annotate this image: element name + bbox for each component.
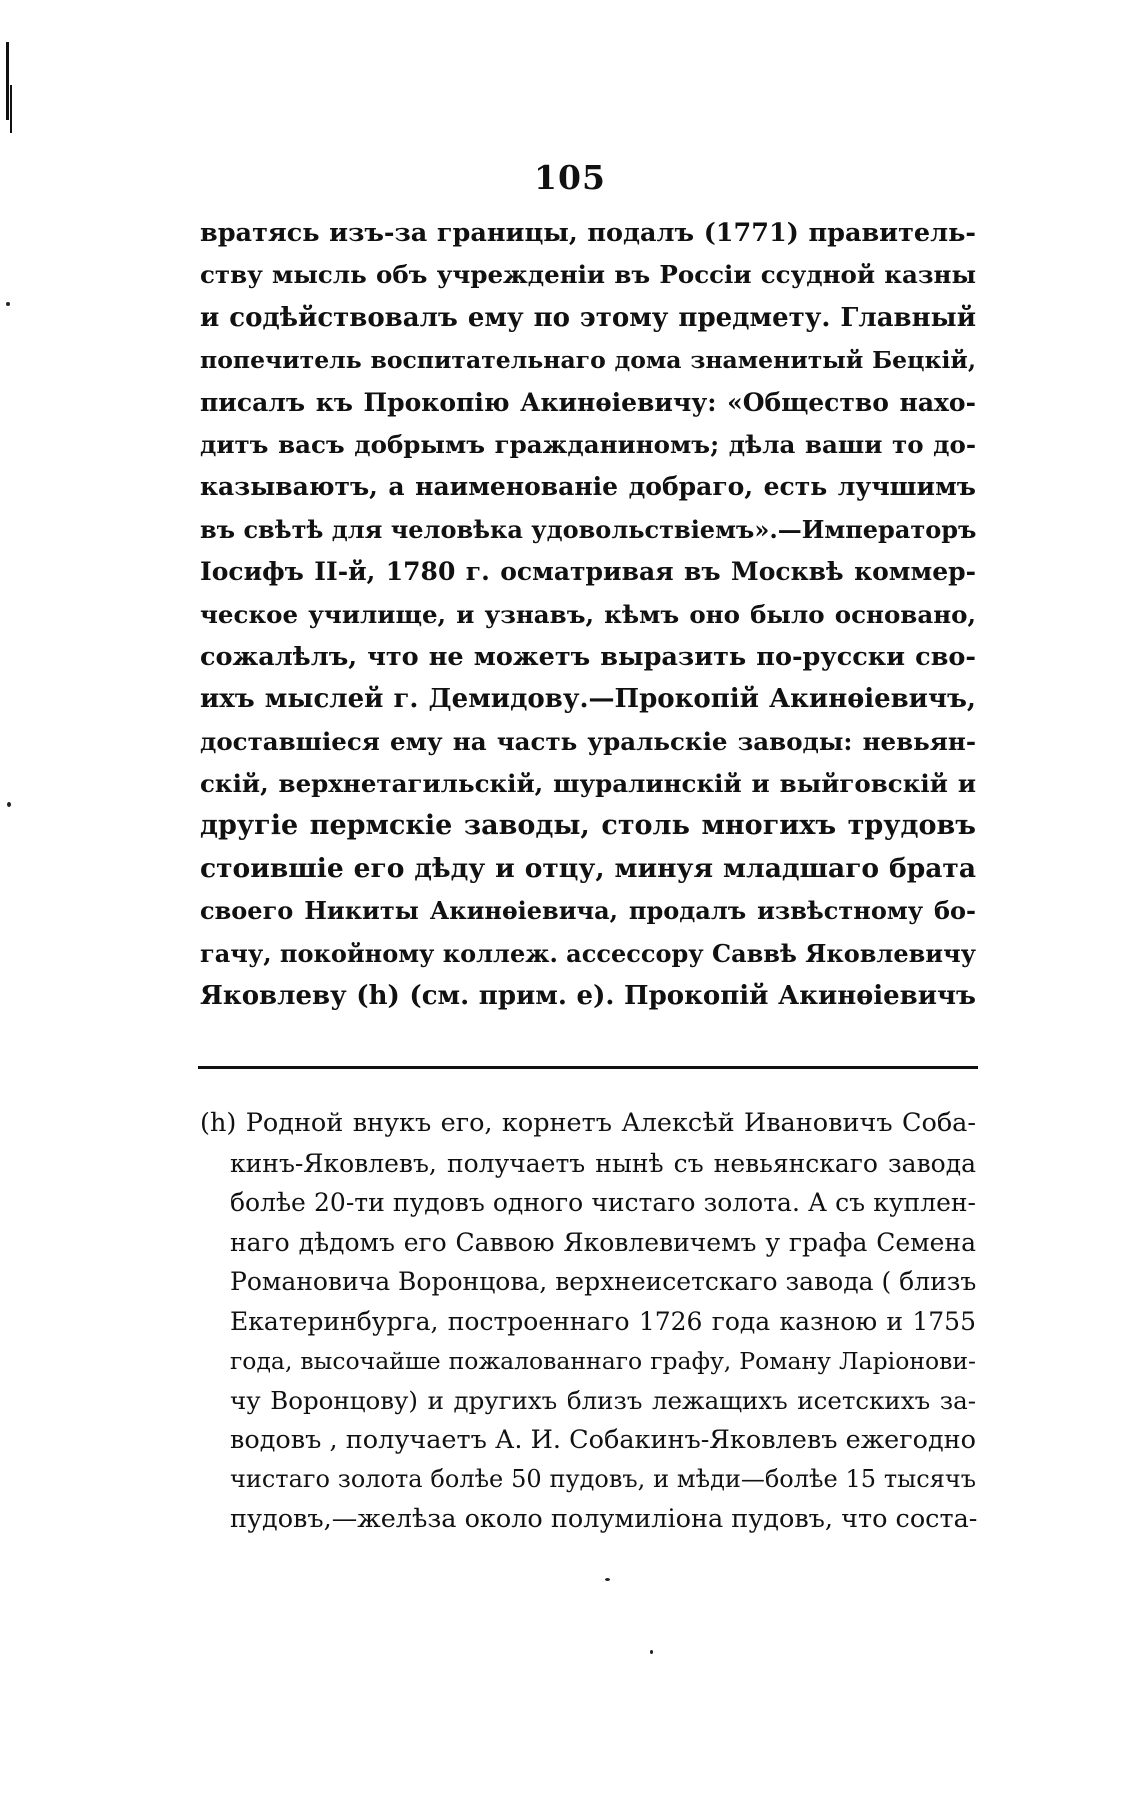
main-text-line: Яковлеву (h) (см. прим. е). Прокопiй Акинѳiевичъ (200, 981, 976, 1012)
main-text-line: попечитель воспитательнаго дома знаменитый Бецкiй, (200, 346, 976, 375)
main-text-line: и содѣйствовалъ ему по этому предмету. Главный (200, 302, 976, 333)
main-text-line: доставшiеся ему на часть уральскiе заводы: невьян- (200, 726, 976, 756)
scan-speck (650, 1650, 653, 1654)
footnote-line: года, высочайше пожалованнаго графу, Роману Ларiонови- (230, 1346, 976, 1375)
scan-speck (605, 1578, 610, 1581)
main-text-line: дитъ васъ добрымъ гражданиномъ; дѣла ваши то до- (200, 429, 976, 459)
footnote-line: чистаго золота болѣе 50 пудовъ, и мѣди—болѣе 15 тысячъ (230, 1465, 976, 1494)
footnote-line: водовъ , получаетъ А. И. Собакинъ-Яковлевъ ежегодно (230, 1424, 976, 1455)
main-text-line: своего Никиты Акинѳiевича, продалъ извѣстному бо- (200, 896, 976, 926)
footnote-line: Екатеринбурга, построеннаго 1726 года казною и 1755 (230, 1306, 976, 1336)
scan-speck (7, 802, 11, 807)
main-text (200, 212, 976, 1017)
main-text-line: казываютъ, а наименованiе добраго, есть лучшимъ (200, 472, 976, 502)
main-text-line: Iосифъ II-й, 1780 г. осматривая въ Москвѣ коммер- (200, 557, 976, 587)
scan-speck (6, 302, 10, 306)
footnote-line: (h) Родной внукъ его, корнетъ Алексѣй Ивановичъ Соба- (200, 1108, 976, 1138)
footnote-line: кинъ-Яковлевъ, получаетъ нынѣ съ невьянскаго завода (230, 1148, 976, 1178)
main-text-line: въ свѣтѣ для человѣка удовольствiемъ».—Императоръ (200, 514, 977, 544)
footnote-line: чу Воронцову) и другихъ близъ лежащихъ исетскихъ за- (230, 1386, 976, 1416)
footnote-line: болѣе 20-ти пудовъ одного чистаго золота. А съ куплен- (230, 1188, 976, 1218)
main-text-line: ихъ мыслей г. Демидову.—Прокопiй Акинѳiевичъ, (200, 684, 976, 715)
main-text-line: ческое училище, и узнавъ, кѣмъ оно было основано, (200, 599, 976, 629)
page-edge-bar (10, 85, 12, 133)
page-number: 105 (534, 158, 606, 197)
footnote-divider (198, 1066, 978, 1069)
main-text-line: сожалѣлъ, что не можетъ выразить по-русски сво- (200, 641, 976, 672)
main-text-line: вратясь изъ-за границы, подалъ (1771) правитель- (200, 218, 976, 248)
main-text-line: скiй, верхнетагильскiй, шуралинскiй и выйговскiй и (200, 769, 976, 799)
footnote-line: пудовъ,—желѣза около полумилiона пудовъ, что соста- (230, 1503, 978, 1534)
page-edge-bar (6, 42, 9, 120)
main-text-line: стоившiе его дѣду и отцу, минуя младшаго брата (200, 852, 976, 884)
footnote-line: Романовича Воронцова, верхнеисетскаго завода ( близъ (230, 1267, 977, 1297)
main-text-line: другiе пермскiе заводы, столь многихъ трудовъ (200, 810, 976, 842)
footnote (200, 1104, 976, 1540)
footnote-line: наго дѣдомъ его Саввою Яковлевичемъ у графа Семена (230, 1227, 976, 1257)
main-text-line: гачу, покойному коллеж. ассессору Саввѣ Яковлевичу (200, 938, 976, 968)
main-text-line: писалъ къ Прокопiю Акинѳiевичу: «Общество нахо- (200, 387, 976, 417)
main-text-line: ству мысль объ учрежденiи въ Россiи ссудной казны (200, 260, 976, 290)
